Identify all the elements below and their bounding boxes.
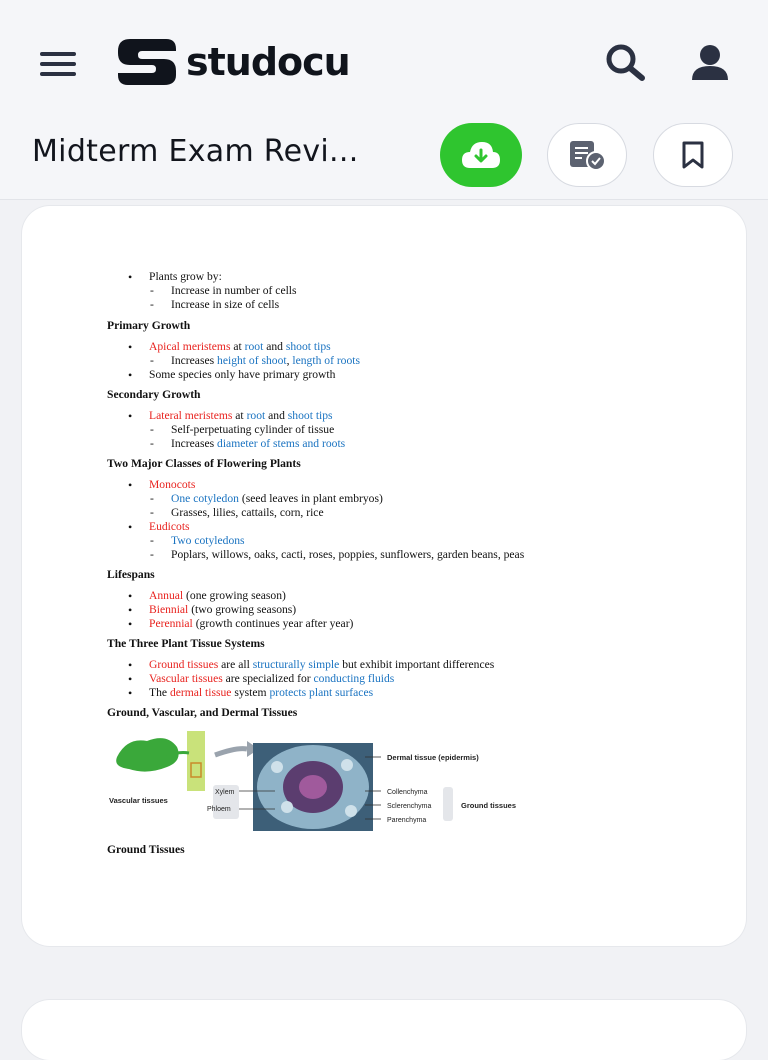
list-item [107,617,667,631]
quiz-button[interactable] [547,123,627,187]
studocu-logo[interactable] [116,36,350,88]
text: at [232,409,247,422]
term: length of roots [292,354,361,367]
list-item [107,437,667,451]
list-item [107,298,667,312]
list-item [107,423,667,437]
top-bar [0,0,768,200]
term: Eudicots [149,520,190,533]
text: but exhibit important differences [339,658,495,671]
text: are all [218,658,253,671]
text: are specialized for [222,672,314,685]
list-item [107,603,667,617]
sclerenchyma-label: Sclerenchyma [387,803,432,810]
term: Annual [149,589,184,602]
tissue-diagram [107,727,527,837]
next-document-page [22,1000,746,1060]
list-item [107,284,667,298]
list-text: Increase in number of cells [171,284,297,297]
list-item [107,658,667,672]
section-heading: Ground, Vascular, and Dermal Tissues [107,706,298,719]
bookmark-icon [680,140,706,170]
term: One cotyledon [171,492,239,505]
term: protects plant surfaces [269,686,374,699]
list-item [107,409,667,423]
text: (seed leaves in plant embryos) [238,492,383,505]
list-item [107,686,667,700]
hamburger-menu-icon[interactable] [40,50,76,78]
text: Some species only have primary growth [149,368,336,381]
dermal-label: Dermal tissue (epidermis) [387,753,479,762]
text: Grasses, lilies, cattails, corn, rice [171,506,324,519]
term: height of shoot [217,354,287,367]
term: root [246,409,266,422]
term: Biennial [149,603,189,616]
document-content [107,270,667,864]
text: Poplars, willows, oaks, cacti, roses, poppies, sunflowers, garden beans, peas [171,548,525,561]
list-item [107,548,667,562]
section-heading: Two Major Classes of Flowering Plants [107,457,301,470]
document-title: Midterm Exam Revi... [32,134,359,169]
parenchyma-label: Parenchyma [387,817,427,824]
term: Ground tissues [149,658,219,671]
list-item [107,520,667,534]
section-heading: Primary Growth [107,319,191,332]
term: shoot tips [287,409,333,422]
text: The [149,686,170,699]
text: Self-perpetuating cylinder of tissue [171,423,335,436]
quiz-check-icon [568,139,606,171]
download-button[interactable] [440,123,522,187]
list-item [107,368,667,382]
term: Two cotyledons [171,534,245,547]
term: conducting fluids [313,672,395,685]
section-heading: Secondary Growth [107,388,201,401]
text: system [231,686,270,699]
search-icon[interactable] [604,42,648,82]
term: root [244,340,264,353]
phloem-label: Phloem [207,806,231,813]
section-heading: Lifespans [107,568,155,581]
text: and [265,409,288,422]
list-item [107,270,667,284]
list-item [107,478,667,492]
list-item [107,340,667,354]
list-item [107,354,667,368]
text: at [230,340,245,353]
xylem-label: Xylem [215,789,235,796]
text: (two growing seasons) [188,603,297,616]
list-item [107,506,667,520]
text: , [286,354,293,367]
term: shoot tips [285,340,331,353]
term: dermal tissue [169,686,232,699]
text: Increases [171,437,218,450]
term: Apical meristems [149,340,231,353]
list-item [107,534,667,548]
studocu-mark-icon [116,37,178,87]
list-item [107,672,667,686]
vascular-label: Vascular tissues [109,796,168,805]
list-text: Increase in size of cells [171,298,280,311]
section-heading: The Three Plant Tissue Systems [107,637,265,650]
text: (growth continues year after year) [192,617,354,630]
term: Monocots [149,478,196,491]
term: structurally simple [252,658,340,671]
text: (one growing season) [183,589,286,602]
document-page [22,206,746,946]
ground-label: Ground tissues [461,801,517,810]
text: Increases [171,354,218,367]
term: Perennial [149,617,193,630]
logo-text: studocu [186,40,350,84]
list-item [107,589,667,603]
term: Lateral meristems [149,409,233,422]
term: diameter of stems and roots [217,437,346,450]
user-icon[interactable] [690,44,730,82]
collenchyma-label: Collenchyma [387,789,428,796]
tissue-diagram-svg [107,727,527,837]
list-text: Plants grow by: [149,270,222,283]
text: and [263,340,286,353]
term: Vascular tissues [149,672,223,685]
cloud-download-icon [460,140,502,170]
section-heading: Ground Tissues [107,843,185,856]
list-item [107,492,667,506]
bookmark-button[interactable] [653,123,733,187]
